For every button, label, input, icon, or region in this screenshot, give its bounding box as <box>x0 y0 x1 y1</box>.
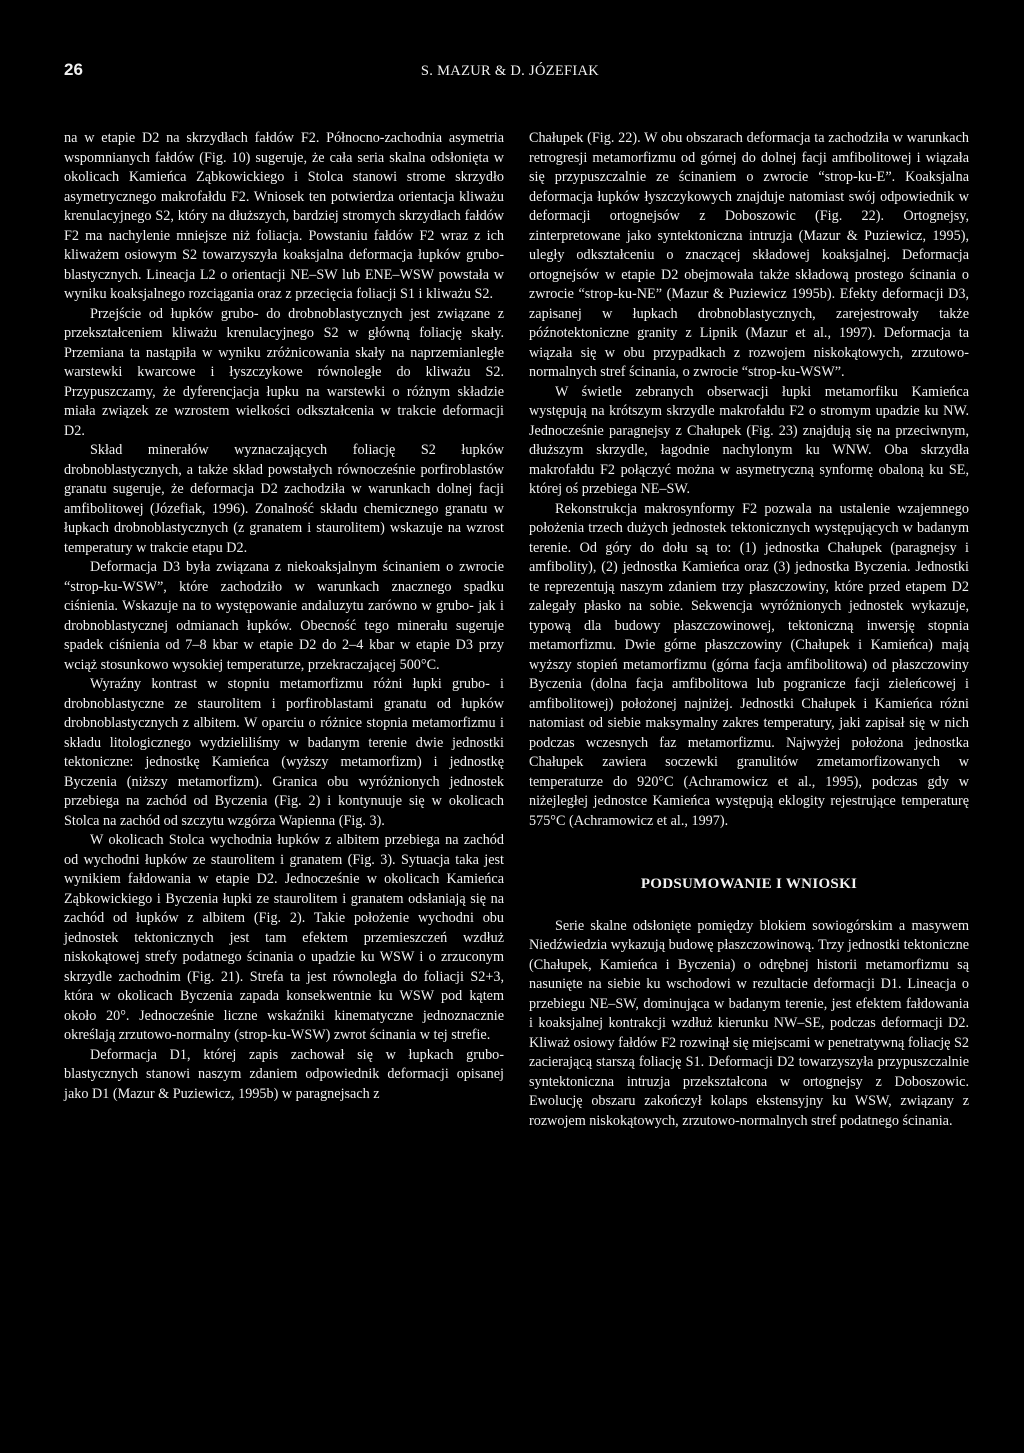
running-header-authors: S. MAZUR & D. JÓZEFIAK <box>420 63 600 79</box>
right-column <box>529 129 969 1131</box>
paragraph: Chałupek (Fig. 22). W obu obszarach deformacja ta zachodziła w warunkach retrogresji metamorfizmu od górnej do dolnej facji amfibolitowej i wiązała się przypuszczalnie ze ścinaniem o zwrocie “strop-ku-E”. Koaksjalna deformacja łupków łyszczykowych znajduje natomiast swój odpowiednik w deformacji ortognejsów z Doboszowic (Fig. 22). Ortognejsy, zinterpretowane jako syntektoniczna intruzja (Mazur & Puziewicz, 1995), uległy odkształceniu o znaczącej składowej koaksjalnej. Deformacja ortognejsów w etapie D2 obejmowała także składową prostego ścinania o zwrocie “strop-ku-NE” (Mazur & Puziewicz 1995b). Efekty deformacji D3, zapisanej w łupkach drobnoblastycznych, zarejestrowały także późnotektoniczne granity z Lipnik (Mazur et al., 1997). Deformacja ta wiązała się w obu przypadkach z rozwojem niskokątowych, zrzutowo-normalnych stref ścinania, o zwrocie “strop-ku-WSW”. <box>529 130 969 380</box>
summary-paragraph: Serie skalne odsłonięte pomiędzy blokiem sowiogórskim a masywem Niedźwiedzia wykazują budowę płaszczowinową. Trzy jednostki tektoniczne (Chałupek, Kamieńca i Byczenia) o odrębnej historii metamorfizmu są nasunięte na siebie ku wschodowi w rezultacie deformacji D1. Lineacja o przebiegu NE–SW, dominująca w badanym terenie, jest efektem fałdowania i koaksjalnej kontrakcji wzdłuż kierunku NW–SE, podczas deformacji D2. Kliważ osiowy fałdów F2 rozwinął się miejscami w penetratywną foliację S2 zacierającą starszą foliację S1. Deformacji D2 towarzyszyła przypuszczalnie syntektoniczna intruzja przekształcona w ortognejsy z Doboszowic. Ewolucję obszaru zakończył kolaps ekstensyjny ku WSW, związany z rozwojem niskokątowych, zrzutowo-normalnych stref podatnego ścinania. <box>529 917 969 1129</box>
paragraph: W okolicach Stolca wychodnia łupków z albitem przebiega na zachód od wychodni łupków ze staurolitem i granatem (Fig. 3). Sytuacja taka jest wynikiem fałdowania w etapie D2. Jednocześnie w okolicach Kamieńca Ząbkowickiego i Byczenia łupki ze staurolitem i granatem odsłaniają się na zachód od łupków z albitem (Fig. 2). Takie położenie wychodni obu jednostek tektonicznych jest tam efektem przemieszczeń wzdłuż niskokątowej strefy podatnego ścinania o upadzie ku WSW i o zrzuconym skrzydle zachodnim (Fig. 21). Strefa ta jest równoległa do foliacji S2+3, która w okolicach Byczenia zapada konsekwentnie ku WSW pod kątem około 20°. Jednocześnie liczne wskaźniki kinematyczne jednoznacznie określają zrzutowo-normalny (strop-ku-WSW) zwrot ścinania w tej strefie. <box>64 832 504 1043</box>
page-number: 26 <box>64 60 83 79</box>
paragraph: Deformacja D3 była związana z niekoaksjalnym ścinaniem o zwrocie “strop-ku-WSW”, które zachodziło w warunkach znacznego spadku ciśnienia. Wskazuje na to występowanie andaluzytu zarówno w grubo- jak i drobnoblastycznej odmianach łupków. Obecność tego minerału sugeruje spadek ciśnienia od 7–8 kbar w etapie D2 do 2–4 kbar w etapie D3 przy wciąż stosunkowo wysokiej temperaturze, przekraczającej 500°C. <box>64 559 504 673</box>
paragraph: W świetle zebranych obserwacji łupki metamorfiku Kamieńca występują na krótszym skrzydle makrofałdu F2 o stromym upadzie ku NW. Jednocześnie paragnejsy z Chałupek (Fig. 23) znajdują się na przeciwnym, dłuższym skrzydle, łagodnie nachylonym ku WNW. Oba skrzydła makrofałdu F2 połączyć można w asymetryczną synformę obaloną ku SE, której oś przebiega NE–SW. <box>529 383 969 497</box>
paragraph: Skład minerałów wyznaczających foliację S2 łupków drobnoblastycznych, a także skład powstałych równocześnie porfiroblastów granatu sugeruje, że deformacja D2 zachodziła w warunkach dolnej facji amfibolitowej (Józefiak, 1996). Zonalność składu chemicznego granatu w łupkach drobnoblastycznych (z granatem i staurolitem) wskazuje na wzrost temperatury w trakcie etapu D2. <box>64 442 504 556</box>
paragraph: na w etapie D2 na skrzydłach fałdów F2. Północno-zachodnia asymetria wspomnianych fałdów (Fig. 10) sugeruje, że cała seria skalna odsłonięta w okolicach Kamieńca Ząbkowickiego i Stolca stanowi strome skrzydło asymetrycznego makrofałdu F2. Wniosek ten potwierdza orientacja kliważu krenulacyjnego S2, który na dłuższych, bardziej stromych skrzydłach fałdów F2 ma nachylenie mniejsze niż foliacja. Powstaniu fałdów F2 wraz z ich kliważem osiowym S2 towarzyszyła koaksjalna deformacja łupków grubo-blastycznych. Lineacja L2 o orientacji NE–SW lub ENE–WSW powstała w wyniku koaksjalnego rozciągania oraz z przecięcia foliacji S1 i kliważu S2. <box>64 130 504 302</box>
paragraph: Deformacja D1, której zapis zachował się w łupkach grubo-blastycznych stanowi naszym zdaniem odpowiednik deformacji opisanej jako D1 (Mazur & Puziewicz, 1995b) w paragnejsach z <box>64 1046 504 1102</box>
paragraph: Wyraźny kontrast w stopniu metamorfizmu różni łupki grubo- i drobnoblastyczne ze staurolitem i porfiroblastami granatu od łupków drobnoblastycznych z albitem. W oparciu o różnice stopnia metamorfizmu i składu litologicznego wydzieliliśmy w badanym terenie dwie jednostki tektoniczne: jednostkę Kamieńca (wyższy metamorfizm) i jednostkę Byczenia (niższy metamorfizm). Granica obu wyróżnionych jednostek przebiega na zachód od Byczenia (Fig. 2) i kontynuuje się w okolicach Stolca na zachód od szczytu wzgórza Wapienna (Fig. 3). <box>64 676 504 829</box>
section-heading: PODSUMOWANIE I WNIOSKI <box>640 876 858 892</box>
left-column <box>64 129 504 1104</box>
paragraph: Rekonstrukcja makrosynformy F2 pozwala na ustalenie wzajemnego położenia trzech dużych jednostek tektonicznych występujących w badanym terenie. Od góry do dołu są to: (1) jednostka Chałupek (paragnejsy i amfibolity), (2) jednostka Kamieńca oraz (3) jednostka Byczenia. Jednostki te reprezentują naszym zdaniem trzy płaszczowiny, które przed etapem D2 zalegały płasko na sobie. Sekwencja wyróżnionych jednostek wykazuje, typową dla budowy płaszczowinowej, tektoniczną inwersję stopnia metamorfizmu. Dwie górne płaszczowiny (Chałupek i Kamieńca) mają wyższy stopień metamorfizmu (górna facja amfibolitowa) od płaszczowiny Byczenia (dolna facja amfibolitowa lub pogranicze facji zieleńcowej i amfibolitowej) położonej najniżej. Jednostki Chałupek i Kamieńca różni natomiast od siebie maksymalny zakres temperatury, jaki zapisał się w nich podczas wczesnych faz metamorfizmu. Najwyżej położona jednostka Chałupek zawiera soczewki granulitów zmetamorfizowanych w temperaturze do 920°C (Achramowicz et al., 1995), podczas gdy w niżejległej jednostce Kamieńca występują eklogity rejestrujące temperaturę 575°C (Achramowicz et al., 1997). <box>529 500 969 829</box>
paragraph: Przejście od łupków grubo- do drobnoblastycznych jest związane z przekształceniem kliważu krenulacyjnego S2 w główną foliację skały. Przemiana ta nastąpiła w wyniku zróżnicowania skały na naprzemianległe warstewki kwarcowe i łyszczykowe równoległe do kliważu S2. Przypuszczamy, że dyferencjacja łupku na warstewki o różnym składzie miała związek ze wzrostem wielkości odkształcenia w trakcie deformacji D2. <box>64 305 504 439</box>
